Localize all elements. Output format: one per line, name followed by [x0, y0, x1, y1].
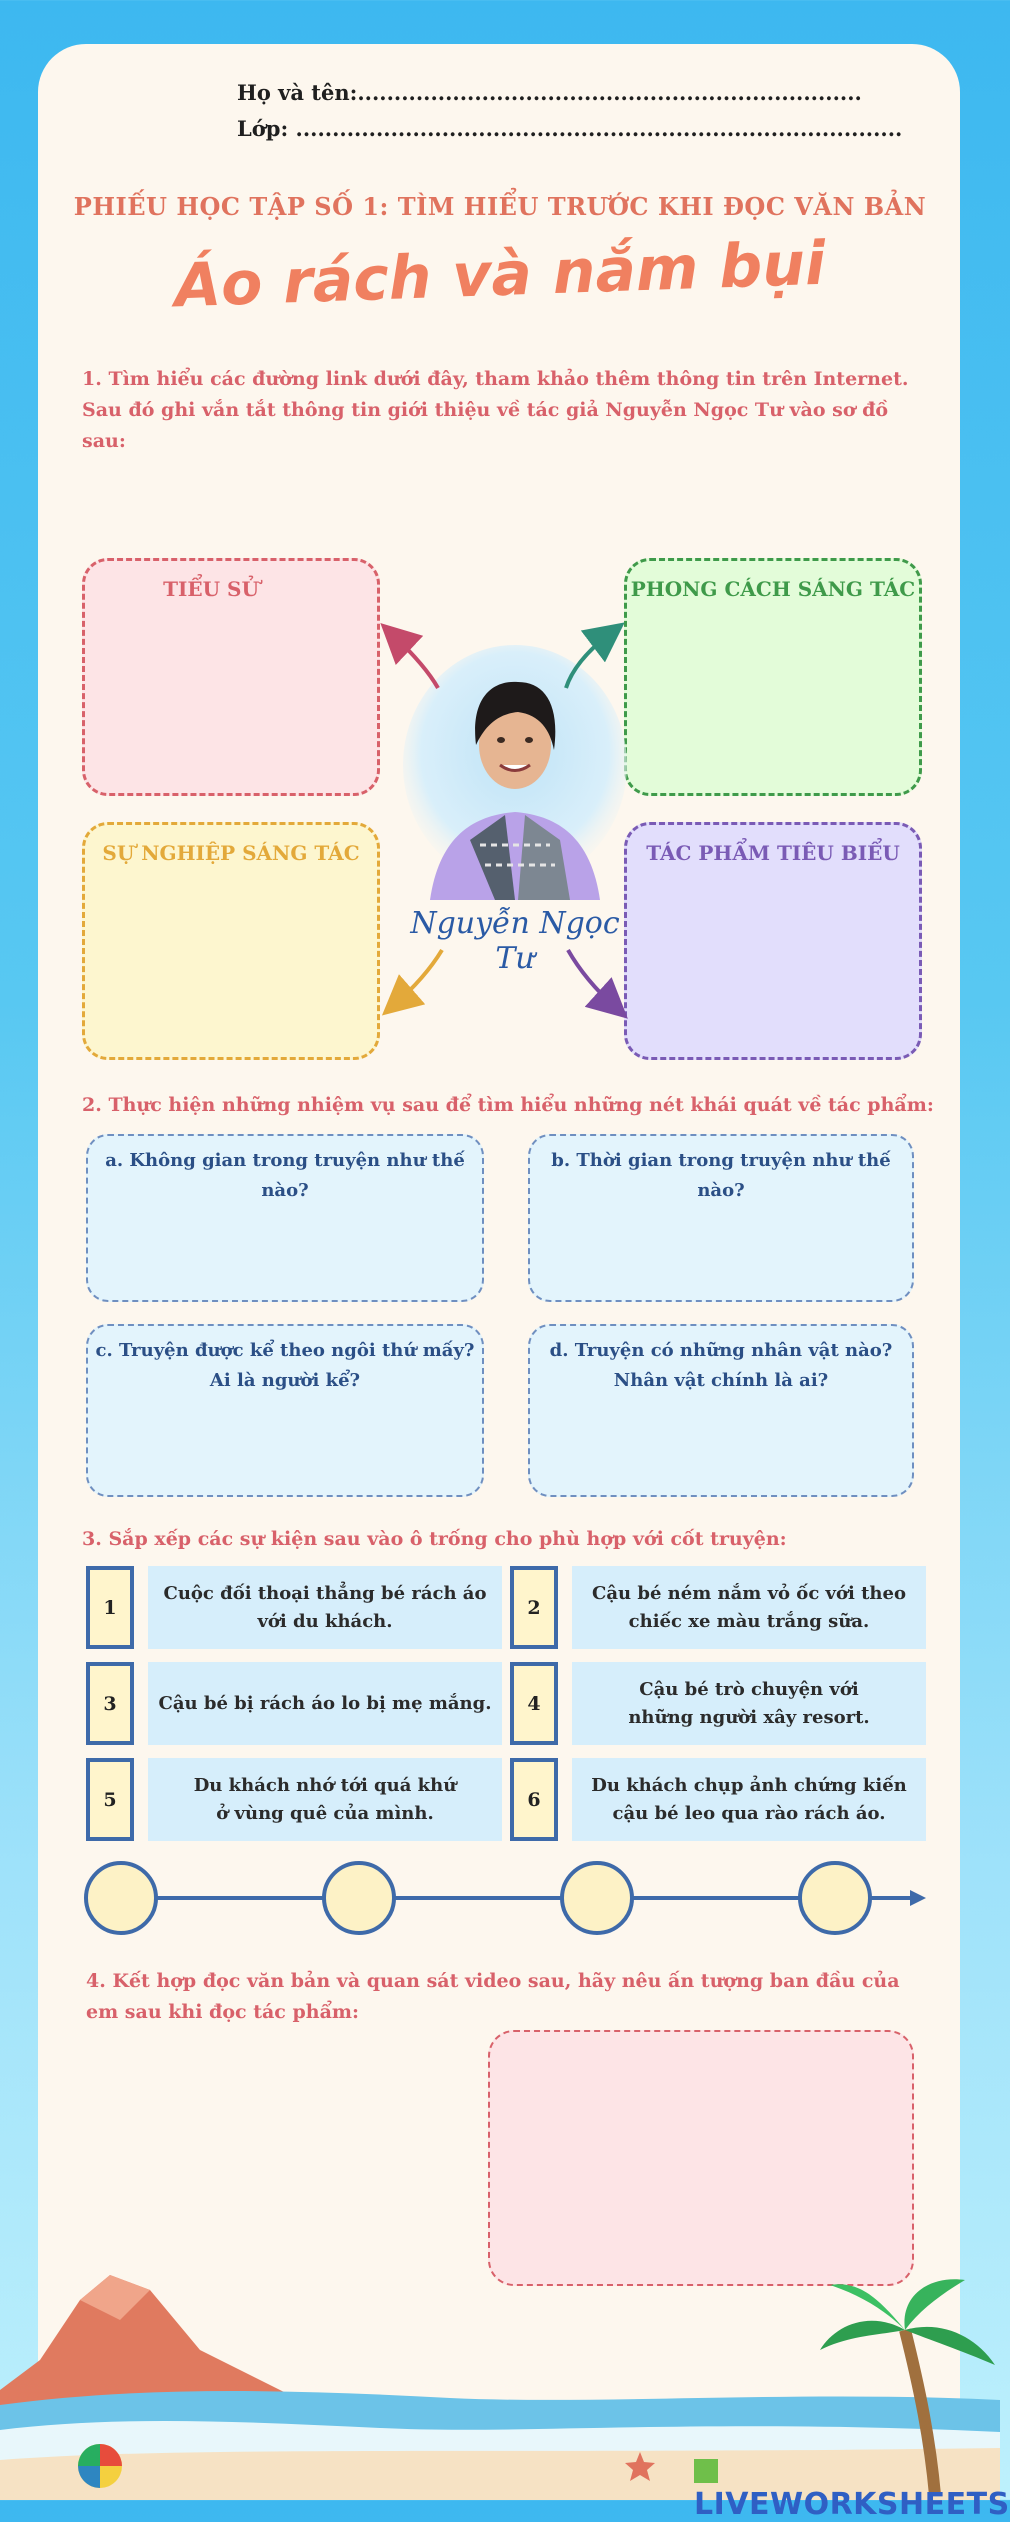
event-number-4: 4 [510, 1662, 558, 1745]
event-card-2[interactable]: Cậu bé ném nắm vỏ ốc với theo chiếc xe màu trắng sữa. [572, 1566, 926, 1649]
notable-works-box[interactable] [624, 822, 922, 1060]
mindmap-arrows [380, 620, 630, 1020]
question-3: 3. Sắp xếp các sự kiện sau vào ô trống cho phù hợp với cốt truyện: [82, 1528, 787, 1550]
event-card-6[interactable]: Du khách chụp ảnh chứng kiến cậu bé leo qua rào rách áo. [572, 1758, 926, 1841]
task-a-text: a. Không gian trong truyện như thế nào? [105, 1150, 465, 1201]
main-title: Áo rách và nắm bụi [173, 228, 827, 322]
question-1: 1. Tìm hiểu các đường link dưới đây, tham khảo thêm thông tin trên Internet. Sau đó ghi vắn tắt thông tin giới thiệu về tác giả Nguyễn Ngọc Tư vào sơ đồ sau: [82, 368, 909, 452]
career-title: SỰ NGHIỆP SÁNG TÁC [102, 841, 360, 865]
arrow-to-career [394, 950, 442, 1005]
career-box[interactable] [82, 822, 380, 1060]
event-number-6: 6 [510, 1758, 558, 1841]
task-d-text: d. Truyện có những nhân vật nào? Nhân vật chính là ai? [549, 1340, 893, 1391]
liveworksheets-logo: LIVEWORKSHEETS [694, 2452, 1010, 2522]
task-c-box[interactable] [86, 1324, 484, 1497]
event-number-2: 2 [510, 1566, 558, 1649]
beach-ball-icon [78, 2444, 122, 2488]
notable-works-title: TÁC PHẨM TIÊU BIỂU [646, 841, 900, 865]
class-line: Lớp: ................................................................................... [237, 116, 903, 141]
event-number-1: 1 [86, 1566, 134, 1649]
biography-box[interactable] [82, 558, 380, 796]
task-c-text: c. Truyện được kể theo ngôi thứ mấy? Ai là người kể? [95, 1340, 475, 1391]
event-number-5: 5 [86, 1758, 134, 1841]
arrow-to-works [568, 950, 616, 1008]
task-d-box[interactable] [528, 1324, 914, 1497]
sheet-title: PHIẾU HỌC TẬP SỐ 1: TÌM HIỂU TRƯỚC KHI ĐỌC VĂN BẢN [73, 192, 927, 221]
event-card-1[interactable]: Cuộc đối thoại thẳng bé rách áo với du khách. [148, 1566, 502, 1649]
event-card-5[interactable]: Du khách nhớ tới quá khứ ở vùng quê của mình. [148, 1758, 502, 1841]
event-card-3[interactable]: Cậu bé bị rách áo lo bị mẹ mắng. [148, 1662, 502, 1745]
liveworksheets-logo-icon [694, 2459, 718, 2483]
task-b-box[interactable] [528, 1134, 914, 1302]
task-a-box[interactable] [86, 1134, 484, 1302]
question-4: 4. Kết hợp đọc văn bản và quan sát video sau, hãy nêu ấn tượng ban đầu của em sau khi đọc tác phẩm: [86, 1970, 900, 2023]
arrow-to-style [566, 632, 612, 688]
task-b-text: b. Thời gian trong truyện như thế nào? [551, 1150, 891, 1201]
timeline-slot-4[interactable] [798, 1861, 872, 1935]
timeline-slot-3[interactable] [560, 1861, 634, 1935]
arrow-to-biography [392, 634, 438, 688]
biography-title: TIỂU SỬ [163, 577, 259, 601]
writing-style-box[interactable] [624, 558, 922, 796]
question-2: 2. Thực hiện những nhiệm vụ sau để tìm hiểu những nét khái quát về tác phẩm: [82, 1094, 934, 1116]
name-line: Họ và tên:..................................................................... [237, 80, 862, 105]
timeline-slot-2[interactable] [322, 1861, 396, 1935]
event-number-3: 3 [86, 1662, 134, 1745]
timeline-slot-1[interactable] [84, 1861, 158, 1935]
author-signature: Nguyễn Ngọc Tư [410, 906, 620, 976]
event-card-4[interactable]: Cậu bé trò chuyện với những người xây resort. [572, 1662, 926, 1745]
writing-style-title: PHONG CÁCH SÁNG TÁC [630, 577, 916, 601]
